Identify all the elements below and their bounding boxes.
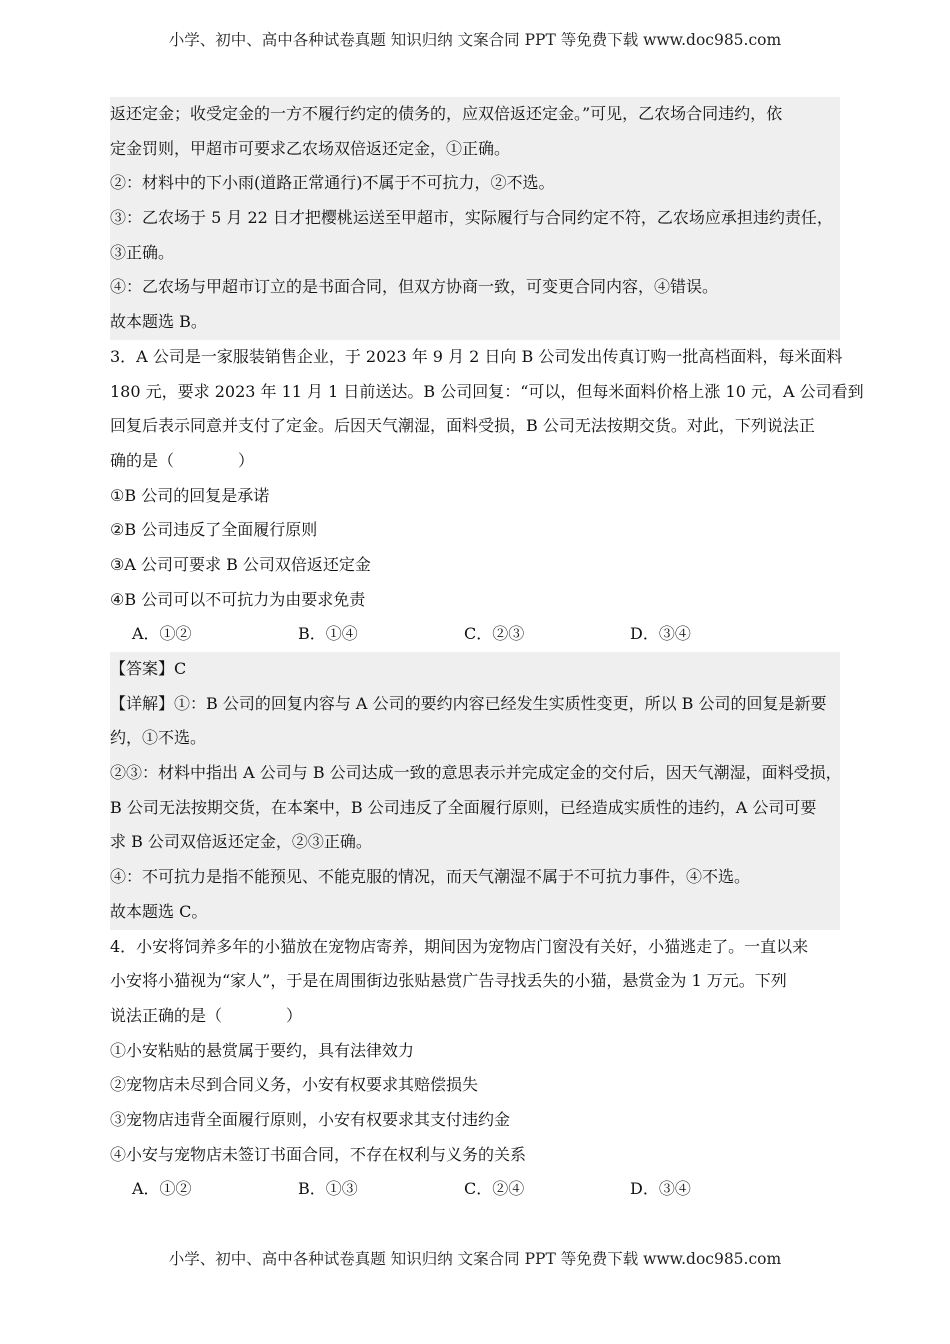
question-stem-line: 回复后表示同意并支付了定金。后因天气潮湿，面料受损，B 公司无法按期交货。对此，下列说法正 — [110, 416, 815, 436]
statement-2: ②宠物店未尽到合同义务，小安有权要求其赔偿损失 — [110, 1075, 479, 1095]
option-b: B．①③ — [298, 1179, 358, 1199]
page-footer: 小学、初中、高中各种试卷真题 知识归纳 文案合同 PPT 等免费下载 www.doc985.com — [168, 1250, 782, 1268]
statement-2: ②B 公司违反了全面履行原则 — [110, 520, 318, 540]
explanation-conclusion: 故本题选 B。 — [110, 312, 207, 332]
answer-options — [110, 1172, 840, 1207]
option-b: B．①④ — [298, 624, 358, 644]
option-c: C．②③ — [464, 624, 525, 644]
explanation-line: 求 B 公司双倍返还定金，②③正确。 — [110, 832, 372, 852]
statement-4: ④B 公司可以不可抗力为由要求免责 — [110, 589, 366, 609]
question-stem-line: 小安将小猫视为“家人”，于是在周围街边张贴悬赏广告寻找丢失的小猫，悬赏金为 1 万元。下列 — [110, 971, 787, 991]
explanation-line: ③：乙农场于 5 月 22 日才把樱桃运送至甲超市，实际履行与合同约定不符，乙农场应承担违约责任， — [110, 208, 833, 228]
explanation-line: 【详解】①：B 公司的回复内容与 A 公司的要约内容已经发生实质性变更，所以 B 公司的回复是新要 — [110, 693, 827, 713]
statement-4: ④小安与宠物店未签订书面合同，不存在权利与义务的关系 — [110, 1144, 527, 1164]
statement-3: ③宠物店违背全面履行原则，小安有权要求其支付违约金 — [110, 1109, 511, 1129]
statement-1: ①B 公司的回复是承诺 — [110, 485, 270, 505]
explanation-line: 返还定金；收受定金的一方不履行约定的债务的，应双倍返还定金。”可见，乙农场合同违约，依 — [110, 104, 783, 123]
question-stem-line: 180 元，要求 2023 年 11 月 1 日前送达。B 公司回复：“可以，但每米面料价格上涨 10 元，A 公司看到 — [110, 381, 864, 401]
answer-explanation — [110, 652, 840, 930]
explanation-line: ④：不可抗力是指不能预见、不能克服的情况，而天气潮湿不属于不可抗力事件，④不选。 — [110, 867, 751, 887]
option-c: C．②④ — [464, 1179, 525, 1199]
explanation-line: ③正确。 — [110, 242, 175, 262]
page-header: 小学、初中、高中各种试卷真题 知识归纳 文案合同 PPT 等免费下载 www.doc985.com — [168, 31, 782, 49]
question-stem-line: 确的是（ ） — [110, 450, 255, 470]
explanation-line: 约，①不选。 — [110, 728, 207, 748]
question-stem-line: 3．A 公司是一家服装销售企业，于 2023 年 9 月 2 日向 B 公司发出传真订购一批高档面料，每米面料 — [110, 346, 843, 366]
option-a: A．①② — [132, 1179, 192, 1199]
question-3 — [110, 340, 864, 930]
question-stem-line: 说法正确的是（ ） — [110, 1005, 303, 1025]
option-d: D．③④ — [630, 1179, 691, 1199]
explanation-line: B 公司无法按期交货，在本案中，B 公司违反了全面履行原则，已经造成实质性的违约，A 公司可要 — [110, 797, 817, 817]
explanation-line: ②：材料中的下小雨(道路正常通行)不属于不可抗力，②不选。 — [110, 173, 555, 193]
explanation-line: ②③：材料中指出 A 公司与 B 公司达成一致的意思表示并完成定金的交付后，因天气潮湿，面料受损， — [110, 763, 842, 783]
question-4 — [110, 930, 840, 1208]
answer-label: 【答案】C — [110, 659, 187, 678]
statement-3: ③A 公司可要求 B 公司双倍返还定金 — [110, 554, 371, 574]
answer-options — [110, 617, 840, 652]
explanation-line: ④：乙农场与甲超市订立的是书面合同，但双方协商一致，可变更合同内容，④错误。 — [110, 277, 719, 297]
option-d: D．③④ — [630, 624, 691, 644]
option-a: A．①② — [132, 624, 192, 644]
previous-explanation — [110, 97, 840, 340]
explanation-line: 定金罚则，甲超市可要求乙农场双倍返还定金，①正确。 — [110, 138, 511, 158]
explanation-conclusion: 故本题选 C。 — [110, 901, 208, 921]
page-content — [110, 97, 864, 1207]
statement-1: ①小安粘贴的悬赏属于要约，具有法律效力 — [110, 1040, 415, 1060]
question-stem-line: 4．小安将饲养多年的小猫放在宠物店寄养，期间因为宠物店门窗没有关好，小猫逃走了。一直以来 — [110, 936, 809, 956]
